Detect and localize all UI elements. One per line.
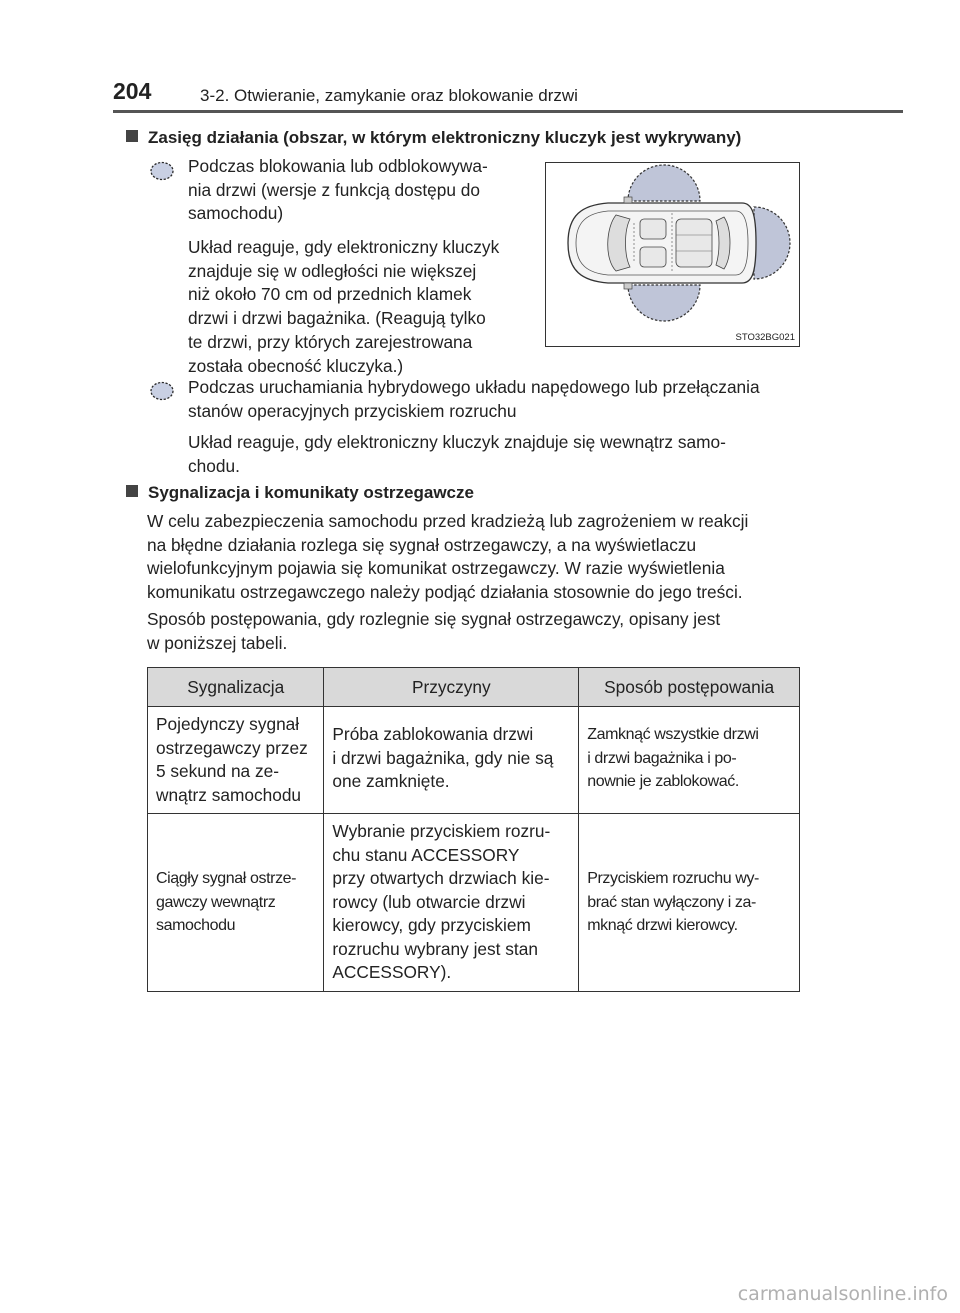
text-line: chodu. (188, 455, 240, 476)
text-line: W celu zabezpieczenia samochodu przed kradzieżą lub zagrożeniem w reakcji (147, 511, 749, 531)
table-cell-cause (324, 814, 579, 992)
table-cell-signal (148, 707, 324, 814)
section2-paragraph-2 (147, 608, 800, 655)
section-heading-warnings (126, 483, 474, 503)
cell-line: one zamknięte. (332, 771, 450, 791)
text-line: wielofunkcyjnym pojawia się komunikat ostrzegawczy. W razie wyświetlenia (147, 558, 725, 579)
chapter-title: 3-2. Otwieranie, zamykanie oraz blokowanie drzwi (200, 86, 578, 105)
text-line: znajduje się w odległości nie większej (188, 260, 477, 281)
text-line: Układ reaguje, gdy elektroniczny kluczyk (188, 237, 500, 257)
cell-line: ostrzegawczy przez (156, 737, 308, 758)
text-line: komunikatu ostrzegawczego należy podjąć działania stosownie do jego treści. (147, 582, 743, 603)
smart-key-icon (149, 380, 175, 402)
cell-line: rozruchu wybrany jest stan (332, 938, 538, 959)
cell-line: 5 sekund na ze- (156, 761, 279, 781)
cell-line: Przyciskiem rozruchu wy- (587, 870, 759, 887)
table-header-row (148, 668, 800, 707)
table-row (148, 707, 800, 814)
page-header (113, 78, 903, 118)
item2-title (188, 376, 800, 423)
cell-line: brać stan wyłączony i za- (587, 893, 756, 911)
item1-body (188, 236, 528, 378)
text-line: te drzwi, przy których zarejestrowana (188, 331, 473, 352)
smart-key-icon (149, 160, 175, 182)
table-header-cell: Przyczyny (324, 668, 579, 707)
header-rule (113, 110, 903, 113)
text-line: Układ reaguje, gdy elektroniczny kluczyk znajduje się wewnątrz samo- (188, 432, 726, 452)
table-cell-cause (324, 707, 579, 814)
cell-line: mknąć drzwi kierowcy. (587, 917, 738, 934)
text-line: samochodu) (188, 203, 284, 224)
cell-line: Zamknąć wszystkie drzwi (587, 726, 759, 743)
text-line: Podczas uruchamiania hybrydowego układu napędowego lub przełączania (188, 377, 760, 397)
section-heading-text: Zasięg działania (obszar, w którym elektroniczny kluczyk jest wykrywany) (148, 128, 742, 147)
text-line: na błędne działania rozlega się sygnał ostrzegawczy, a na wyświetlaczu (147, 534, 697, 555)
cell-line: rowcy (lub otwarcie drzwi (332, 891, 526, 912)
car-topview-illustration (546, 163, 799, 346)
cell-line: wnątrz samochodu (156, 784, 302, 805)
table-cell-action (579, 814, 800, 992)
watermark: carmanualsonline.info (737, 1283, 948, 1305)
square-bullet-icon (126, 130, 138, 142)
text-line: nia drzwi (wersje z funkcją dostępu do (188, 179, 481, 200)
cell-line: kierowcy, gdy przyciskiem (332, 915, 531, 935)
section-heading-range (126, 128, 741, 148)
item2-body (188, 431, 800, 478)
text-line: drzwi i drzwi bagażnika. (Reagują tylko (188, 308, 486, 329)
table-cell-action (579, 707, 800, 814)
cell-line: Pojedynczy sygnał (156, 714, 300, 734)
item1-title (188, 155, 528, 226)
section-heading-text: Sygnalizacja i komunikaty ostrzegawcze (148, 483, 474, 502)
cell-line: Wybranie przyciskiem rozru- (332, 821, 551, 841)
text-line: Podczas blokowania lub odblokowywa- (188, 156, 488, 176)
section2-paragraph-1 (147, 510, 800, 605)
cell-line: i drzwi bagażnika i po- (587, 749, 737, 767)
cell-line: gawczy wewnątrz (156, 893, 276, 911)
text-line: Sposób postępowania, gdy rozlegnie się sygnał ostrzegawczy, opisany jest (147, 609, 721, 629)
cell-line: przy otwartych drzwiach kie- (332, 868, 550, 888)
cell-line: i drzwi bagażnika, gdy nie są (332, 747, 554, 768)
table-header-cell: Sygnalizacja (148, 668, 324, 707)
table-row (148, 814, 800, 992)
text-line: stanów operacyjnych przyciskiem rozruchu (188, 400, 517, 421)
page-number: 204 (113, 78, 152, 104)
table-cell-signal (148, 814, 324, 992)
cell-line: Próba zablokowania drzwi (332, 724, 534, 744)
table-header-cell: Sposób postępowania (579, 668, 800, 707)
text-line: niż około 70 cm od przednich klamek (188, 284, 472, 305)
detection-range-figure (545, 162, 800, 347)
warnings-table (147, 667, 800, 992)
cell-line: samochodu (156, 917, 236, 934)
cell-line: nownie je zablokować. (587, 773, 739, 790)
text-line: w poniższej tabeli. (147, 632, 288, 653)
square-bullet-icon (126, 485, 138, 497)
cell-line: Ciągły sygnał ostrze- (156, 870, 297, 887)
cell-line: ACCESSORY). (332, 962, 452, 982)
cell-line: chu stanu ACCESSORY (332, 844, 520, 865)
text-line: została obecność kluczyka.) (188, 355, 404, 376)
figure-code: STO32BG021 (735, 332, 795, 343)
